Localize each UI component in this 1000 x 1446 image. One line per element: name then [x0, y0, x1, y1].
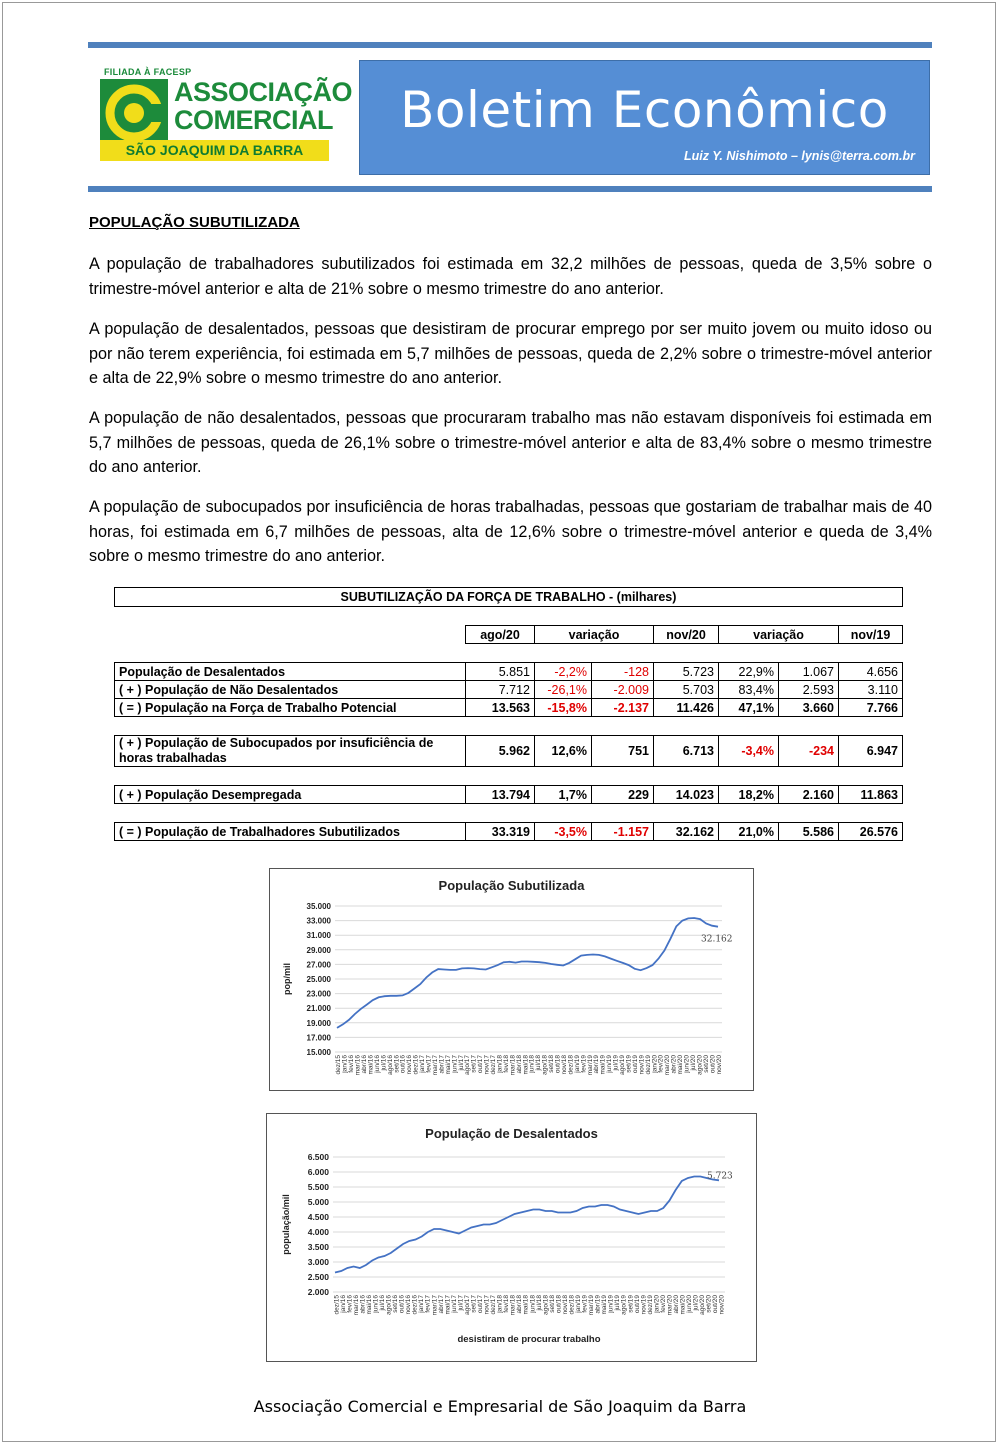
paragraph-subocupados: A população de subocupados por insuficiência de horas trabalhadas, pessoas que gostariam de trabalhar mais de 40 horas, foi estimada em 6,7 milhões de pessoas, alta de 12,6% sobre o trimestre-móvel anterior e queda de 3,4% sobre o mesmo trimestre do ano anterior. [89, 498, 932, 565]
y-tick-label: 17.000 [306, 1033, 331, 1043]
x-tick-label: set/18 [548, 1295, 556, 1313]
table-cell: -15,8% [535, 699, 592, 717]
x-tick-label: set/17 [470, 1055, 478, 1073]
table-cell: 83,4% [719, 681, 779, 699]
table-row [115, 786, 903, 804]
table-cell: -3,4% [719, 736, 779, 767]
x-tick-label: ago/16 [386, 1055, 394, 1075]
x-tick-label: jan/16 [339, 1295, 347, 1313]
y-tick-label: 3.500 [307, 1242, 329, 1252]
row-label: População de Desalentados [115, 663, 466, 681]
x-tick-label: set/20 [705, 1295, 713, 1313]
table-cell: -128 [592, 663, 654, 681]
y-tick-label: 6.500 [307, 1152, 329, 1162]
x-tick-label: jun/19 [606, 1055, 614, 1073]
table-cell: 751 [592, 736, 654, 767]
x-tick-label: fev/19 [581, 1295, 589, 1313]
x-tick-label: dez/15 [335, 1055, 343, 1075]
x-axis-label: desistiram de procurar trabalho [457, 1334, 601, 1345]
table-cell: 32.162 [654, 823, 719, 841]
column-header: ago/20 [466, 626, 535, 644]
x-tick-label: abr/16 [359, 1295, 367, 1314]
x-tick-label: dez/17 [490, 1055, 498, 1075]
x-tick-label: ago/18 [542, 1295, 550, 1315]
x-tick-label: abr/18 [516, 1295, 524, 1314]
table-cell: 229 [592, 786, 654, 804]
x-tick-label: mar/20 [664, 1055, 672, 1076]
table-cell: 2.593 [779, 681, 839, 699]
x-tick-label: jun/18 [529, 1295, 537, 1313]
x-tick-label: mai/18 [522, 1295, 530, 1315]
chart-title: População Subutilizada [438, 878, 585, 893]
x-tick-label: jan/16 [341, 1055, 349, 1073]
logo-affiliation: FILIADA À FACESP [104, 67, 192, 77]
x-tick-label: abr/20 [670, 1055, 678, 1074]
table-cell: -2,2% [535, 663, 592, 681]
x-tick-label: dez/16 [412, 1055, 420, 1075]
x-tick-label: fev/20 [659, 1295, 667, 1313]
x-tick-label: mar/17 [431, 1055, 439, 1076]
table-cell: 6.713 [654, 736, 719, 767]
x-tick-label: nov/16 [406, 1055, 414, 1075]
x-tick-label: jul/17 [457, 1055, 465, 1071]
x-tick-label: abr/17 [438, 1055, 446, 1074]
x-tick-label: ago/17 [463, 1295, 471, 1315]
x-tick-label: jun/20 [686, 1295, 694, 1313]
table-cell: 11.426 [654, 699, 719, 717]
data-label: 5.723 [707, 1171, 733, 1182]
logo-line1: ASSOCIAÇÃO [174, 77, 353, 107]
table-cell: 5.962 [466, 736, 535, 767]
y-tick-label: 2.000 [307, 1287, 329, 1297]
x-tick-label: nov/20 [715, 1055, 723, 1075]
chart-subutilizada-plot [270, 869, 753, 1090]
x-tick-label: jul/20 [692, 1295, 700, 1311]
x-tick-label: mai/19 [601, 1295, 609, 1315]
table-cell: -26,1% [535, 681, 592, 699]
table-cell: -2.009 [592, 681, 654, 699]
x-tick-label: set/20 [702, 1055, 710, 1073]
x-tick-label: jan/20 [653, 1295, 661, 1313]
bulletin-title: Boletim Econômico [400, 81, 889, 139]
table-cell: 21,0% [719, 823, 779, 841]
series-line [337, 918, 718, 1028]
y-tick-label: 3.000 [307, 1257, 329, 1267]
x-tick-label: set/19 [625, 1055, 633, 1073]
y-tick-label: 29.000 [306, 945, 331, 955]
table-row [115, 736, 903, 767]
table-cell: -3,5% [535, 823, 592, 841]
x-tick-label: abr/17 [437, 1295, 445, 1314]
chart-desalentados-plot [267, 1114, 756, 1361]
y-tick-label: 21.000 [306, 1004, 331, 1014]
table-cell: 22,9% [719, 663, 779, 681]
x-tick-label: fev/18 [502, 1055, 510, 1073]
x-tick-label: mar/18 [509, 1295, 517, 1316]
section-title: POPULAÇÃO SUBUTILIZADA [89, 214, 300, 231]
x-tick-label: jan/17 [419, 1055, 427, 1073]
chart-populacao-subutilizada [269, 868, 754, 1091]
series-line [335, 1177, 719, 1273]
x-tick-label: out/16 [399, 1055, 407, 1074]
x-tick-label: jan/17 [418, 1295, 426, 1313]
x-tick-label: fev/17 [425, 1055, 433, 1073]
row-label: ( = ) População de Trabalhadores Subutilizados [115, 823, 466, 841]
table-row [115, 699, 903, 717]
table-cell: 5.586 [779, 823, 839, 841]
x-tick-label: ago/19 [619, 1055, 627, 1075]
x-tick-label: jul/16 [380, 1055, 388, 1071]
x-tick-label: jun/16 [372, 1295, 380, 1313]
data-label: 32.162 [701, 934, 733, 945]
table-cell: 4.656 [839, 663, 903, 681]
paragraph-nao-desalentados: A população de não desalentados, pessoas que procuraram trabalho mas não estavam disponíveis foi estimada em 5,7 milhões de pessoas, queda de 26,1% sobre o trimestre-móvel anterior e alta de 83,4% sobre o mesmo trimestre do ano anterior. [89, 409, 932, 476]
table-cell: 5.723 [654, 663, 719, 681]
x-tick-label: dez/15 [333, 1295, 341, 1315]
y-tick-label: 2.500 [307, 1272, 329, 1282]
table-cell: 2.160 [779, 786, 839, 804]
row-label: ( + ) População de Subocupados por insuficiência de horas trabalhadas [115, 736, 466, 767]
x-tick-label: mai/17 [444, 1055, 452, 1075]
labor-underutilization-table [114, 587, 903, 841]
x-tick-label: out/19 [631, 1055, 639, 1074]
table-cell: 6.947 [839, 736, 903, 767]
x-tick-label: ago/16 [385, 1295, 393, 1315]
table-cell: 11.863 [839, 786, 903, 804]
x-tick-label: set/18 [548, 1055, 556, 1073]
y-tick-label: 15.000 [306, 1048, 331, 1057]
x-tick-label: nov/19 [640, 1295, 648, 1315]
x-tick-label: jun/17 [450, 1295, 458, 1313]
x-tick-label: abr/20 [673, 1295, 680, 1314]
table-cell: 5.851 [466, 663, 535, 681]
x-tick-label: nov/16 [405, 1295, 413, 1315]
x-tick-label: nov/20 [718, 1295, 726, 1315]
table-cell: 33.319 [466, 823, 535, 841]
x-tick-label: set/16 [393, 1055, 401, 1073]
table-cell: 7.712 [466, 681, 535, 699]
y-tick-label: 23.000 [306, 989, 331, 999]
x-tick-label: dez/18 [567, 1055, 575, 1075]
table-cell: 1,7% [535, 786, 592, 804]
table-cell: 14.023 [654, 786, 719, 804]
x-tick-label: dez/19 [646, 1295, 654, 1315]
x-tick-label: jun/18 [528, 1055, 536, 1073]
x-tick-label: out/18 [554, 1055, 562, 1074]
x-tick-label: jan/19 [575, 1295, 582, 1313]
x-tick-label: jun/20 [683, 1055, 691, 1073]
x-tick-label: jul/19 [612, 1055, 620, 1071]
y-tick-label: 35.000 [306, 902, 331, 911]
logo-emblem-icon [100, 79, 168, 147]
y-tick-label: 6.000 [307, 1167, 329, 1177]
x-tick-label: mar/17 [431, 1295, 439, 1316]
footer: Associação Comercial e Empresarial de São Joaquim da Barra [253, 1397, 747, 1416]
x-tick-label: ago/20 [696, 1055, 704, 1075]
top-rule [88, 42, 932, 48]
x-tick-label: ago/19 [620, 1295, 628, 1315]
column-header: variação [719, 626, 839, 644]
x-tick-label: abr/16 [361, 1055, 369, 1074]
y-tick-label: 27.000 [306, 960, 331, 970]
x-tick-label: jan/20 [651, 1055, 659, 1073]
bottom-rule [88, 186, 932, 192]
x-tick-label: jun/19 [607, 1295, 615, 1313]
x-tick-label: jun/17 [451, 1055, 459, 1073]
table-cell: 3.110 [839, 681, 903, 699]
association-logo [100, 67, 353, 163]
chart-title: População de Desalentados [425, 1126, 598, 1141]
row-label: ( + ) População de Não Desalentados [115, 681, 466, 699]
x-tick-label: jan/18 [496, 1295, 504, 1313]
table-cell: 18,2% [719, 786, 779, 804]
y-tick-label: 19.000 [306, 1018, 331, 1028]
x-tick-label: mai/20 [677, 1055, 685, 1075]
x-tick-label: jul/18 [535, 1055, 543, 1071]
x-tick-label: nov/17 [483, 1055, 491, 1075]
y-tick-label: 25.000 [306, 975, 331, 984]
y-axis-label: população/mil [281, 1194, 291, 1255]
table-cell: -1.157 [592, 823, 654, 841]
table-cell: 13.563 [466, 699, 535, 717]
table-cell: -234 [779, 736, 839, 767]
x-tick-label: dez/16 [411, 1295, 419, 1315]
table-row [115, 823, 903, 841]
y-tick-label: 33.000 [306, 916, 331, 926]
table-title: SUBUTILIZAÇÃO DA FORÇA DE TRABALHO - (milhares) [115, 588, 903, 607]
x-tick-label: ago/18 [541, 1055, 549, 1075]
x-tick-label: jan/19 [573, 1055, 581, 1073]
x-tick-label: nov/19 [638, 1055, 646, 1075]
x-tick-label: dez/17 [490, 1295, 498, 1315]
chart-populacao-desalentados [266, 1113, 757, 1362]
x-tick-label: nov/18 [561, 1295, 569, 1315]
x-tick-label: out/18 [555, 1295, 563, 1314]
x-tick-label: set/17 [470, 1295, 478, 1313]
x-tick-label: fev/20 [657, 1055, 665, 1073]
x-tick-label: mar/16 [352, 1295, 360, 1316]
table-row [115, 681, 903, 699]
author-line: Luiz Y. Nishimoto – lynis@terra.com.br [684, 149, 915, 163]
x-tick-label: mai/19 [599, 1055, 607, 1075]
x-tick-label: fev/16 [348, 1055, 356, 1073]
x-tick-label: out/19 [633, 1295, 641, 1314]
table-cell: 1.067 [779, 663, 839, 681]
paragraph-subutilizados: A população de trabalhadores subutilizados foi estimada em 32,2 milhões de pessoas, queda de 3,5% sobre o trimestre-móvel anterior e alta de 21% sobre o mesmo trimestre do ano anterior. [89, 255, 932, 298]
x-tick-label: out/16 [398, 1295, 406, 1314]
x-tick-label: mar/16 [354, 1055, 362, 1076]
x-tick-label: jul/16 [379, 1295, 386, 1311]
row-label: ( + ) População Desempregada [115, 786, 466, 804]
table-cell: -2.137 [592, 699, 654, 717]
x-tick-label: jul/19 [614, 1295, 622, 1311]
column-header: nov/19 [839, 626, 903, 644]
table-cell: 12,6% [535, 736, 592, 767]
paragraph-desalentados: A população de desalentados, pessoas que desistiram de procurar emprego por ser muito jovem ou muito idoso ou por não terem experiência, foi estimada em 5,7 milhões de pessoas, queda de 2,2% sobre o trimestre-móvel anterior e alta de 22,9% sobre o mesmo trimestre do ano anterior. [89, 320, 932, 387]
y-tick-label: 4.000 [307, 1227, 329, 1237]
table-cell: 47,1% [719, 699, 779, 717]
x-tick-label: mar/20 [666, 1295, 674, 1316]
column-header: nov/20 [654, 626, 719, 644]
x-tick-label: mai/20 [679, 1295, 687, 1315]
x-tick-label: fev/19 [580, 1055, 588, 1073]
x-tick-label: mai/16 [367, 1055, 375, 1075]
table-cell: 13.794 [466, 786, 535, 804]
table-cell: 26.576 [839, 823, 903, 841]
table-row [115, 663, 903, 681]
x-tick-label: abr/19 [594, 1295, 602, 1314]
y-tick-label: 5.500 [307, 1182, 329, 1192]
x-tick-label: jun/16 [373, 1055, 381, 1073]
x-tick-label: jul/18 [535, 1295, 543, 1311]
logo-line2: COMERCIAL [174, 105, 333, 135]
x-tick-label: ago/17 [464, 1055, 472, 1075]
y-tick-label: 5.000 [307, 1197, 329, 1207]
table-cell: 5.703 [654, 681, 719, 699]
x-tick-label: nov/17 [483, 1295, 491, 1315]
x-tick-label: fev/17 [424, 1295, 432, 1313]
y-tick-label: 4.500 [307, 1212, 329, 1222]
x-tick-label: mai/18 [522, 1055, 530, 1075]
x-tick-label: mai/17 [444, 1295, 452, 1315]
y-axis-label: pop/mil [282, 963, 292, 995]
table-cell: 7.766 [839, 699, 903, 717]
x-tick-label: fev/16 [346, 1295, 354, 1313]
x-tick-label: abr/18 [515, 1055, 523, 1074]
x-tick-label: jan/18 [496, 1055, 504, 1073]
x-tick-label: set/16 [392, 1295, 400, 1313]
row-label: ( = ) População na Força de Trabalho Potencial [115, 699, 466, 717]
y-tick-label: 31.000 [306, 931, 331, 941]
x-tick-label: jul/17 [457, 1295, 465, 1311]
x-tick-label: out/20 [709, 1055, 717, 1074]
x-tick-label: dez/19 [644, 1055, 652, 1075]
column-header: variação [535, 626, 654, 644]
x-tick-label: mar/19 [586, 1055, 594, 1076]
table-cell: 3.660 [779, 699, 839, 717]
x-tick-label: out/17 [477, 1055, 485, 1074]
x-tick-label: dez/18 [568, 1295, 576, 1315]
x-tick-label: jul/20 [689, 1055, 697, 1071]
x-tick-label: ago/20 [699, 1295, 707, 1315]
header-banner [359, 60, 930, 175]
x-tick-label: out/20 [712, 1295, 720, 1314]
x-tick-label: mar/19 [588, 1295, 596, 1316]
x-tick-label: set/19 [627, 1295, 635, 1313]
x-tick-label: out/17 [477, 1295, 484, 1314]
x-tick-label: mar/18 [509, 1055, 517, 1076]
x-tick-label: nov/18 [560, 1055, 568, 1075]
x-tick-label: fev/18 [503, 1295, 511, 1313]
x-tick-label: abr/19 [593, 1055, 601, 1074]
x-tick-label: mai/16 [365, 1295, 373, 1315]
logo-city: SÃO JOAQUIM DA BARRA [100, 140, 329, 161]
